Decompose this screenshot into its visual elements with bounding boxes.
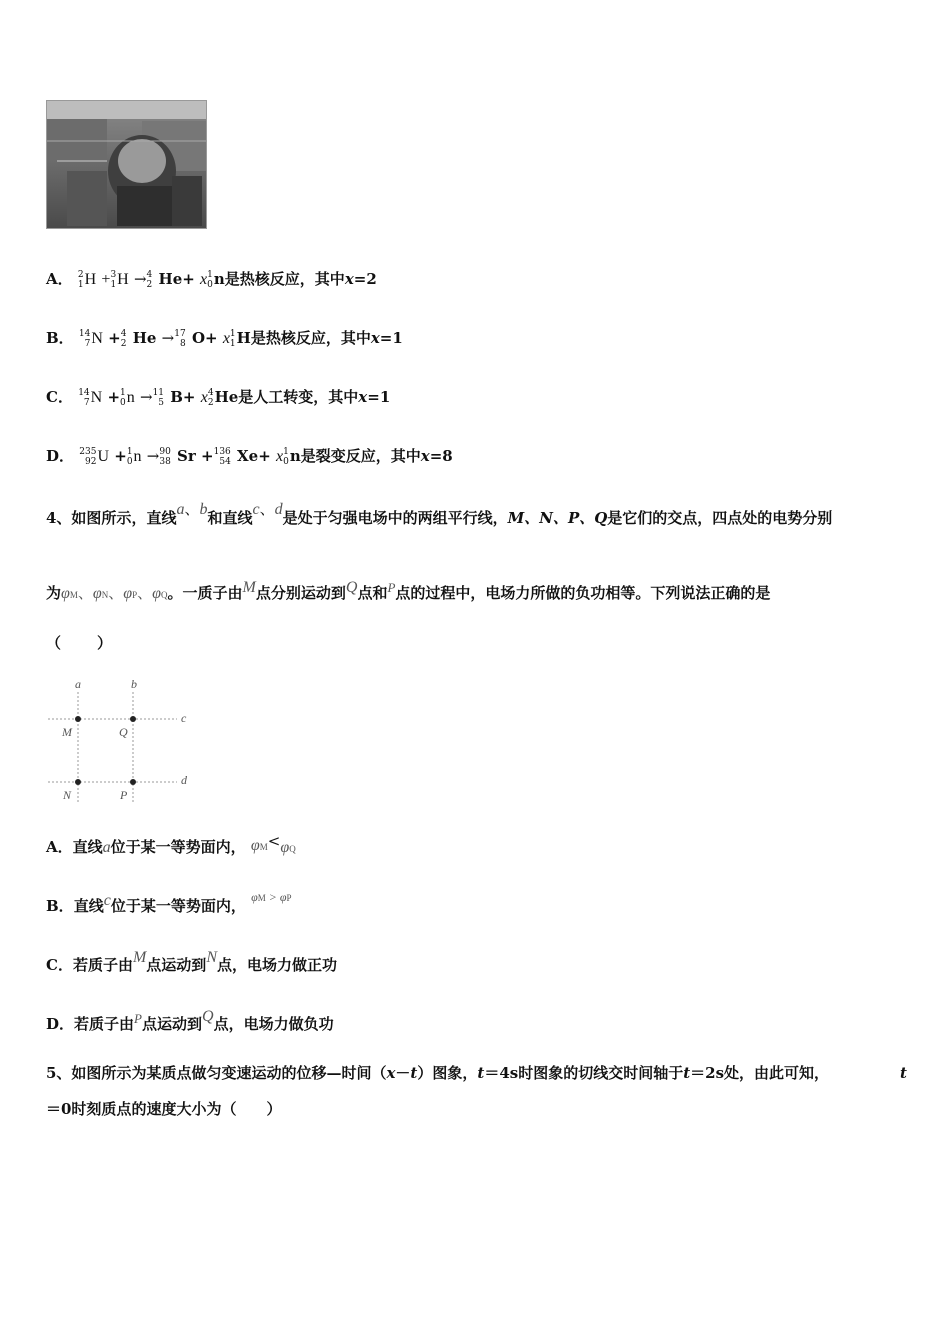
q3-option-b: B． 14 7N +4 2 He →17 8 O+ x1 1H是热核反应，其中x=1 <box>46 329 403 349</box>
label-m: M <box>62 725 72 739</box>
q4-stem-line2: 为φM、φN、φP、φQ。一质子由M点分别运动到Q点和P点的过程中，电场力所做的负功相等。下列说法正确的是 <box>46 579 771 602</box>
q3-a-label: A． <box>46 270 73 288</box>
point-m <box>75 716 81 722</box>
q3-option-a: A． 2 1H +3 1H →4 2 He+ x1 0n是热核反应，其中x=2 <box>46 270 377 290</box>
label-p: P <box>120 788 128 802</box>
q5-stem-line1: 5、如图所示为某质点做匀变速运动的位移—时间（x－t）图象，t＝4s时图象的切线交时间轴于t＝2s处，由此可知， t <box>46 1064 907 1082</box>
q4-option-c: C．若质子由M点运动到N点，电场力做正功 <box>46 949 337 974</box>
reactor-photo <box>46 100 207 229</box>
q3-option-c: C． 14 7N +1 0n →11 5 B+ x4 2He是人工转变，其中x=1 <box>46 388 391 408</box>
label-q: Q <box>119 725 128 739</box>
label-a: a <box>75 677 81 691</box>
label-n: N <box>63 788 72 802</box>
q4-answer-blank: （ ） <box>46 634 115 652</box>
point-p <box>130 779 136 785</box>
point-n <box>75 779 81 785</box>
label-d: d <box>181 773 187 787</box>
label-c: c <box>181 711 187 725</box>
q5-stem-line2: ＝0时刻质点的速度大小为（ ） <box>46 1100 282 1118</box>
q4-stem-line1: 4、如图所示，直线a、b和直线c、d是处于匀强电场中的两组平行线，M、N、P、Q是它们的交点，四点处的电势分别 <box>46 500 833 527</box>
q4-option-b: B．直线c位于某一等势面内， $^{\varphi M > \varphi P}$ <box>46 890 292 915</box>
q4-field-diagram <box>44 676 204 808</box>
q4-option-a: A．直线a位于某一等势面内， φM<φQ <box>46 832 296 856</box>
q3-option-d: D． 235 92U +1 0n →90 38 Sr +136 54 Xe+ x1 0n是裂变反应，其中x=8 <box>46 447 453 467</box>
point-q <box>130 716 136 722</box>
q4-option-d: D．若质子由P点运动到Q点，电场力做负功 <box>46 1008 334 1033</box>
label-b: b <box>131 677 137 691</box>
